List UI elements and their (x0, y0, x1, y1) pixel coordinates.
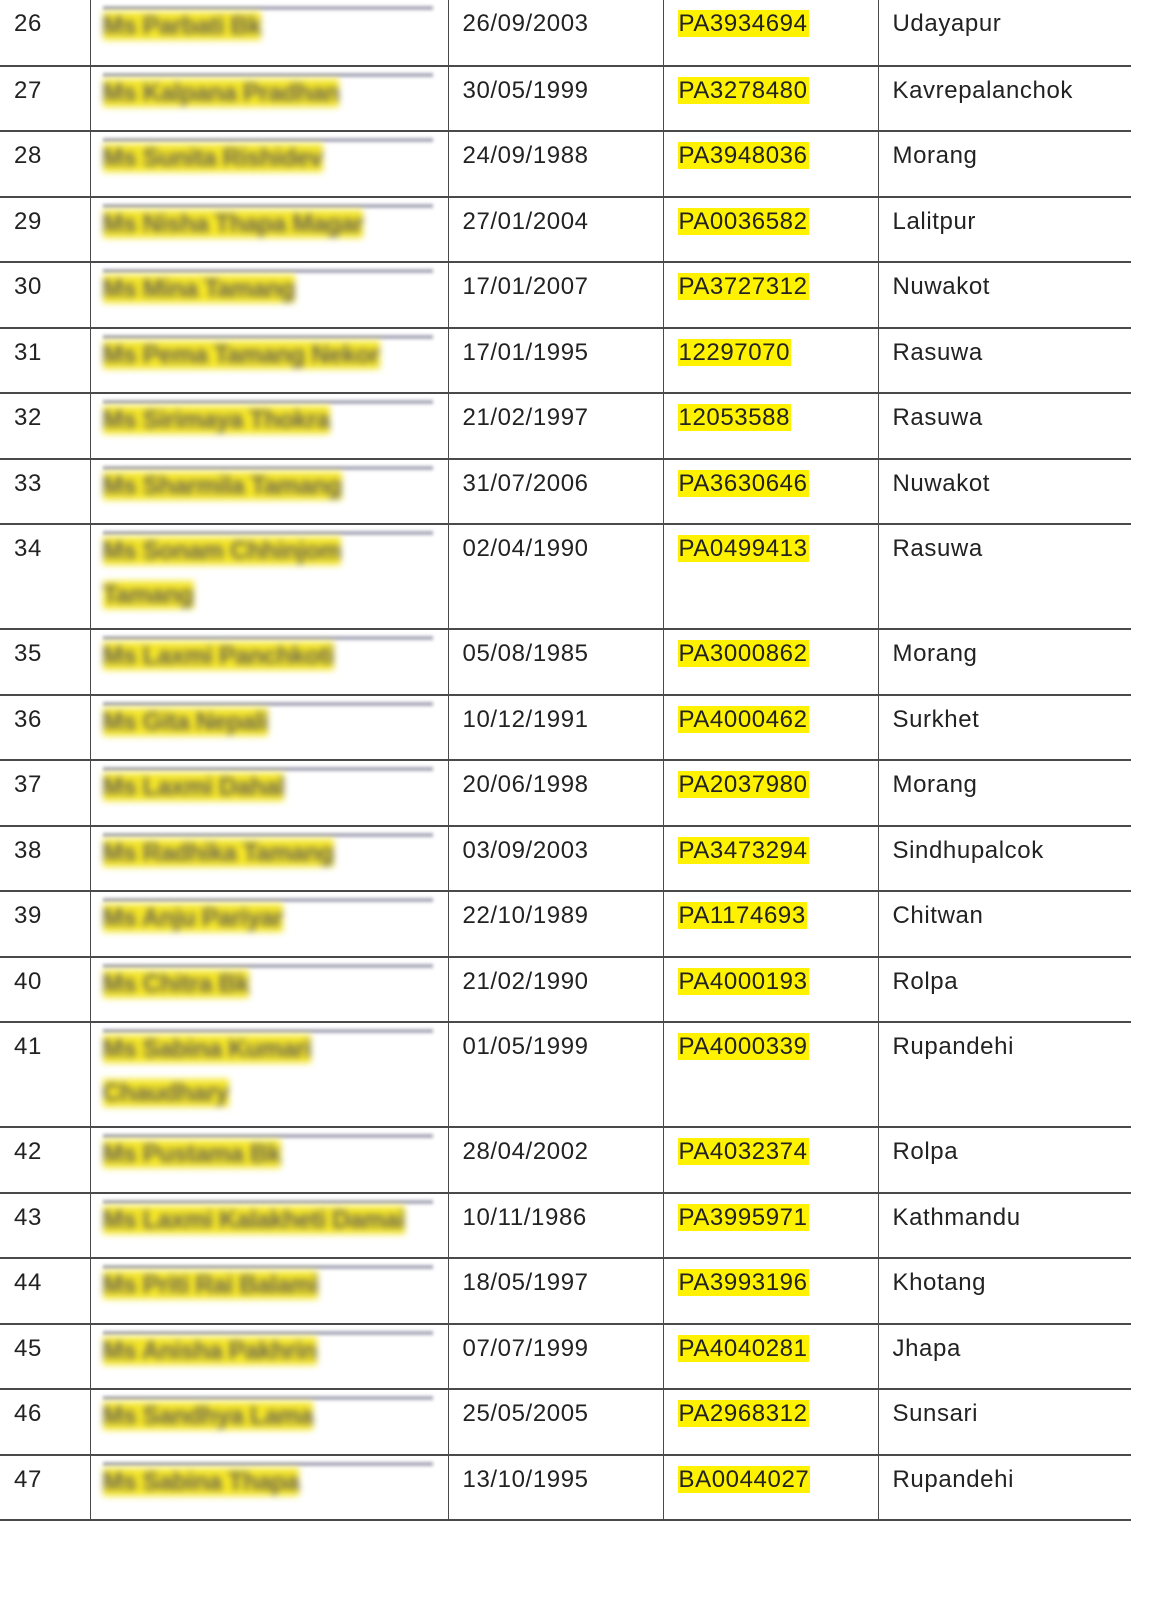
district: Lalitpur (878, 197, 1131, 263)
row-number: 27 (0, 66, 90, 132)
district: Kavrepalanchok (878, 66, 1131, 132)
passport-number: PA3473294 (678, 836, 808, 864)
redaction-line (103, 702, 433, 706)
name-cell (90, 891, 448, 957)
passport-number: PA4000462 (678, 705, 808, 733)
redacted-name: Ms Nisha Thapa Magar (102, 209, 364, 238)
passport-cell (663, 1324, 878, 1390)
passport-number: 12053588 (678, 404, 791, 431)
row-number: 36 (0, 695, 90, 761)
passport-number: PA3934694 (678, 10, 808, 37)
date-of-birth: 22/10/1989 (448, 891, 663, 957)
passport-cell (663, 629, 878, 695)
table-row (0, 131, 1131, 197)
passport-cell (663, 459, 878, 525)
passport-number: PA4000193 (678, 967, 808, 995)
name-cell (90, 826, 448, 892)
redacted-name: Ms Chitra Bk (102, 969, 250, 998)
district: Morang (878, 131, 1131, 197)
district: Khotang (878, 1258, 1131, 1324)
redaction-line (103, 1462, 433, 1466)
row-number: 39 (0, 891, 90, 957)
district: Surkhet (878, 695, 1131, 761)
passport-number: PA3993196 (678, 1269, 808, 1296)
passport-number: PA0499413 (678, 535, 808, 562)
date-of-birth: 07/07/1999 (448, 1324, 663, 1390)
table-row (0, 629, 1131, 695)
redacted-name: Ms Sandhya Lama (102, 1402, 314, 1430)
row-number: 41 (0, 1022, 90, 1127)
row-number: 26 (0, 0, 90, 66)
date-of-birth: 02/04/1990 (448, 524, 663, 629)
date-of-birth: 10/11/1986 (448, 1193, 663, 1259)
redacted-name: Ms Kalpana Pradhan (102, 78, 340, 107)
date-of-birth: 01/05/1999 (448, 1022, 663, 1127)
redaction-line (103, 6, 433, 10)
name-cell (90, 1258, 448, 1324)
redaction-line (103, 833, 433, 837)
passport-number: 12297070 (678, 338, 791, 366)
table-row (0, 328, 1131, 394)
row-number: 40 (0, 957, 90, 1023)
redaction-line (103, 1200, 433, 1204)
redacted-name: Ms Priti Rai Balami (102, 1271, 319, 1299)
date-of-birth: 10/12/1991 (448, 695, 663, 761)
table-row (0, 66, 1131, 132)
date-of-birth: 28/04/2002 (448, 1127, 663, 1193)
redacted-name: Ms Pustama Bk (102, 1140, 281, 1168)
table-row (0, 957, 1131, 1023)
date-of-birth: 05/08/1985 (448, 629, 663, 695)
redaction-line (103, 1396, 433, 1400)
redacted-name: Ms Sunita Rishidev (102, 144, 323, 172)
date-of-birth: 17/01/1995 (448, 328, 663, 394)
redacted-name: Ms Sirimaya Thokra (102, 406, 330, 434)
passport-cell (663, 760, 878, 826)
name-cell (90, 1455, 448, 1521)
passport-cell (663, 262, 878, 328)
redaction-line (103, 1331, 433, 1335)
passport-number: PA2037980 (678, 771, 808, 798)
passport-cell (663, 1193, 878, 1259)
redacted-name: Ms Sabina Kumari Chaudhary (102, 1035, 312, 1107)
passport-cell (663, 66, 878, 132)
passport-number: PA4040281 (678, 1334, 808, 1362)
date-of-birth: 21/02/1990 (448, 957, 663, 1023)
redacted-name: Ms Sharmila Tamang (102, 471, 342, 500)
passport-number: BA0044027 (678, 1465, 810, 1493)
redacted-name: Ms Pema Tamang Nekor (102, 340, 380, 369)
name-cell (90, 695, 448, 761)
table-row (0, 826, 1131, 892)
redacted-name: Ms Laxmi Dahal (102, 773, 285, 801)
redacted-name: Ms Gita Nepali (102, 707, 268, 736)
redacted-name: Ms Laxmi Kalakheti Damai (102, 1205, 405, 1234)
name-cell (90, 629, 448, 695)
district: Rolpa (878, 957, 1131, 1023)
passport-cell (663, 1127, 878, 1193)
passport-number: PA3727312 (678, 273, 808, 300)
district: Rasuwa (878, 524, 1131, 629)
table-row (0, 1127, 1131, 1193)
table-row (0, 393, 1131, 459)
row-number: 46 (0, 1389, 90, 1455)
passport-cell (663, 957, 878, 1023)
date-of-birth: 31/07/2006 (448, 459, 663, 525)
date-of-birth: 21/02/1997 (448, 393, 663, 459)
passport-cell (663, 1258, 878, 1324)
passport-cell (663, 197, 878, 263)
table-row (0, 459, 1131, 525)
row-number: 28 (0, 131, 90, 197)
district: Sunsari (878, 1389, 1131, 1455)
name-cell (90, 131, 448, 197)
passport-cell (663, 891, 878, 957)
passport-number: PA3948036 (678, 142, 808, 169)
redaction-line (103, 1029, 433, 1033)
passport-cell (663, 1455, 878, 1521)
date-of-birth: 27/01/2004 (448, 197, 663, 263)
passport-cell (663, 826, 878, 892)
district: Rupandehi (878, 1455, 1131, 1521)
passport-number: PA4032374 (678, 1138, 808, 1165)
table-row (0, 1324, 1131, 1390)
passport-number: PA4000339 (678, 1033, 808, 1060)
redaction-line (103, 269, 433, 273)
redacted-name: Ms Anisha Pakhrin (102, 1336, 317, 1365)
name-cell (90, 957, 448, 1023)
date-of-birth: 24/09/1988 (448, 131, 663, 197)
district: Udayapur (878, 0, 1131, 66)
redaction-line (103, 204, 433, 208)
redacted-name: Ms Sonam Chhinjom Tamang (102, 537, 342, 609)
table-row (0, 1455, 1131, 1521)
passport-cell (663, 131, 878, 197)
redaction-line (103, 138, 433, 142)
district: Jhapa (878, 1324, 1131, 1390)
name-cell (90, 1193, 448, 1259)
date-of-birth: 03/09/2003 (448, 826, 663, 892)
row-number: 42 (0, 1127, 90, 1193)
name-cell (90, 393, 448, 459)
passport-cell (663, 393, 878, 459)
district: Morang (878, 629, 1131, 695)
district: Morang (878, 760, 1131, 826)
district: Nuwakot (878, 262, 1131, 328)
table-row (0, 1022, 1131, 1127)
redaction-line (103, 1134, 433, 1138)
table-row (0, 1389, 1131, 1455)
date-of-birth: 20/06/1998 (448, 760, 663, 826)
redacted-name: Ms Sabina Thapa (102, 1467, 300, 1496)
table-row (0, 262, 1131, 328)
row-number: 44 (0, 1258, 90, 1324)
table-row (0, 760, 1131, 826)
table-row (0, 197, 1131, 263)
table-row (0, 1258, 1131, 1324)
district: Nuwakot (878, 459, 1131, 525)
name-cell (90, 459, 448, 525)
passport-cell (663, 0, 878, 66)
name-cell (90, 1324, 448, 1390)
name-cell (90, 328, 448, 394)
table-row (0, 524, 1131, 629)
passport-cell (663, 328, 878, 394)
name-cell (90, 0, 448, 66)
redacted-name: Ms Mina Tamang (102, 275, 296, 303)
passport-cell (663, 524, 878, 629)
row-number: 34 (0, 524, 90, 629)
date-of-birth: 13/10/1995 (448, 1455, 663, 1521)
passport-number: PA3278480 (678, 76, 808, 104)
passport-number: PA0036582 (678, 207, 808, 235)
redacted-name: Ms Laxmi Panchkoti (102, 642, 334, 670)
passport-number: PA2968312 (678, 1400, 808, 1427)
row-number: 29 (0, 197, 90, 263)
table-row (0, 0, 1131, 66)
district: Sindhupalcok (878, 826, 1131, 892)
table-row (0, 1193, 1131, 1259)
name-cell (90, 524, 448, 629)
date-of-birth: 17/01/2007 (448, 262, 663, 328)
row-number: 47 (0, 1455, 90, 1521)
passport-cell (663, 695, 878, 761)
passport-number: PA3630646 (678, 469, 808, 497)
name-cell (90, 1022, 448, 1127)
redaction-line (103, 73, 433, 77)
redaction-line (103, 964, 433, 968)
district: Chitwan (878, 891, 1131, 957)
district: Rasuwa (878, 328, 1131, 394)
row-number: 38 (0, 826, 90, 892)
district: Rolpa (878, 1127, 1131, 1193)
row-number: 33 (0, 459, 90, 525)
passport-number: PA3995971 (678, 1203, 808, 1231)
table-row (0, 695, 1131, 761)
redaction-line (103, 767, 433, 771)
redacted-name: Ms Parbati Bk (102, 12, 262, 40)
row-number: 37 (0, 760, 90, 826)
redaction-line (103, 400, 433, 404)
row-number: 30 (0, 262, 90, 328)
redaction-line (103, 1265, 433, 1269)
district: Rupandehi (878, 1022, 1131, 1127)
row-number: 31 (0, 328, 90, 394)
table-row (0, 891, 1131, 957)
passport-cell (663, 1389, 878, 1455)
name-cell (90, 66, 448, 132)
redaction-line (103, 898, 433, 902)
name-cell (90, 197, 448, 263)
redaction-line (103, 531, 433, 535)
name-cell (90, 1127, 448, 1193)
row-number: 35 (0, 629, 90, 695)
passport-cell (663, 1022, 878, 1127)
name-cell (90, 1389, 448, 1455)
name-cell (90, 262, 448, 328)
date-of-birth: 18/05/1997 (448, 1258, 663, 1324)
redaction-line (103, 466, 433, 470)
redacted-name: Ms Radhika Tamang (102, 838, 334, 867)
date-of-birth: 25/05/2005 (448, 1389, 663, 1455)
redaction-line (103, 335, 433, 339)
passport-number: PA3000862 (678, 640, 808, 667)
district: Rasuwa (878, 393, 1131, 459)
row-number: 32 (0, 393, 90, 459)
redacted-name: Ms Anju Pariyar (102, 904, 284, 932)
redaction-line (103, 636, 433, 640)
row-number: 43 (0, 1193, 90, 1259)
passport-number: PA1174693 (678, 902, 806, 929)
district: Kathmandu (878, 1193, 1131, 1259)
row-number: 45 (0, 1324, 90, 1390)
date-of-birth: 26/09/2003 (448, 0, 663, 66)
name-cell (90, 760, 448, 826)
date-of-birth: 30/05/1999 (448, 66, 663, 132)
